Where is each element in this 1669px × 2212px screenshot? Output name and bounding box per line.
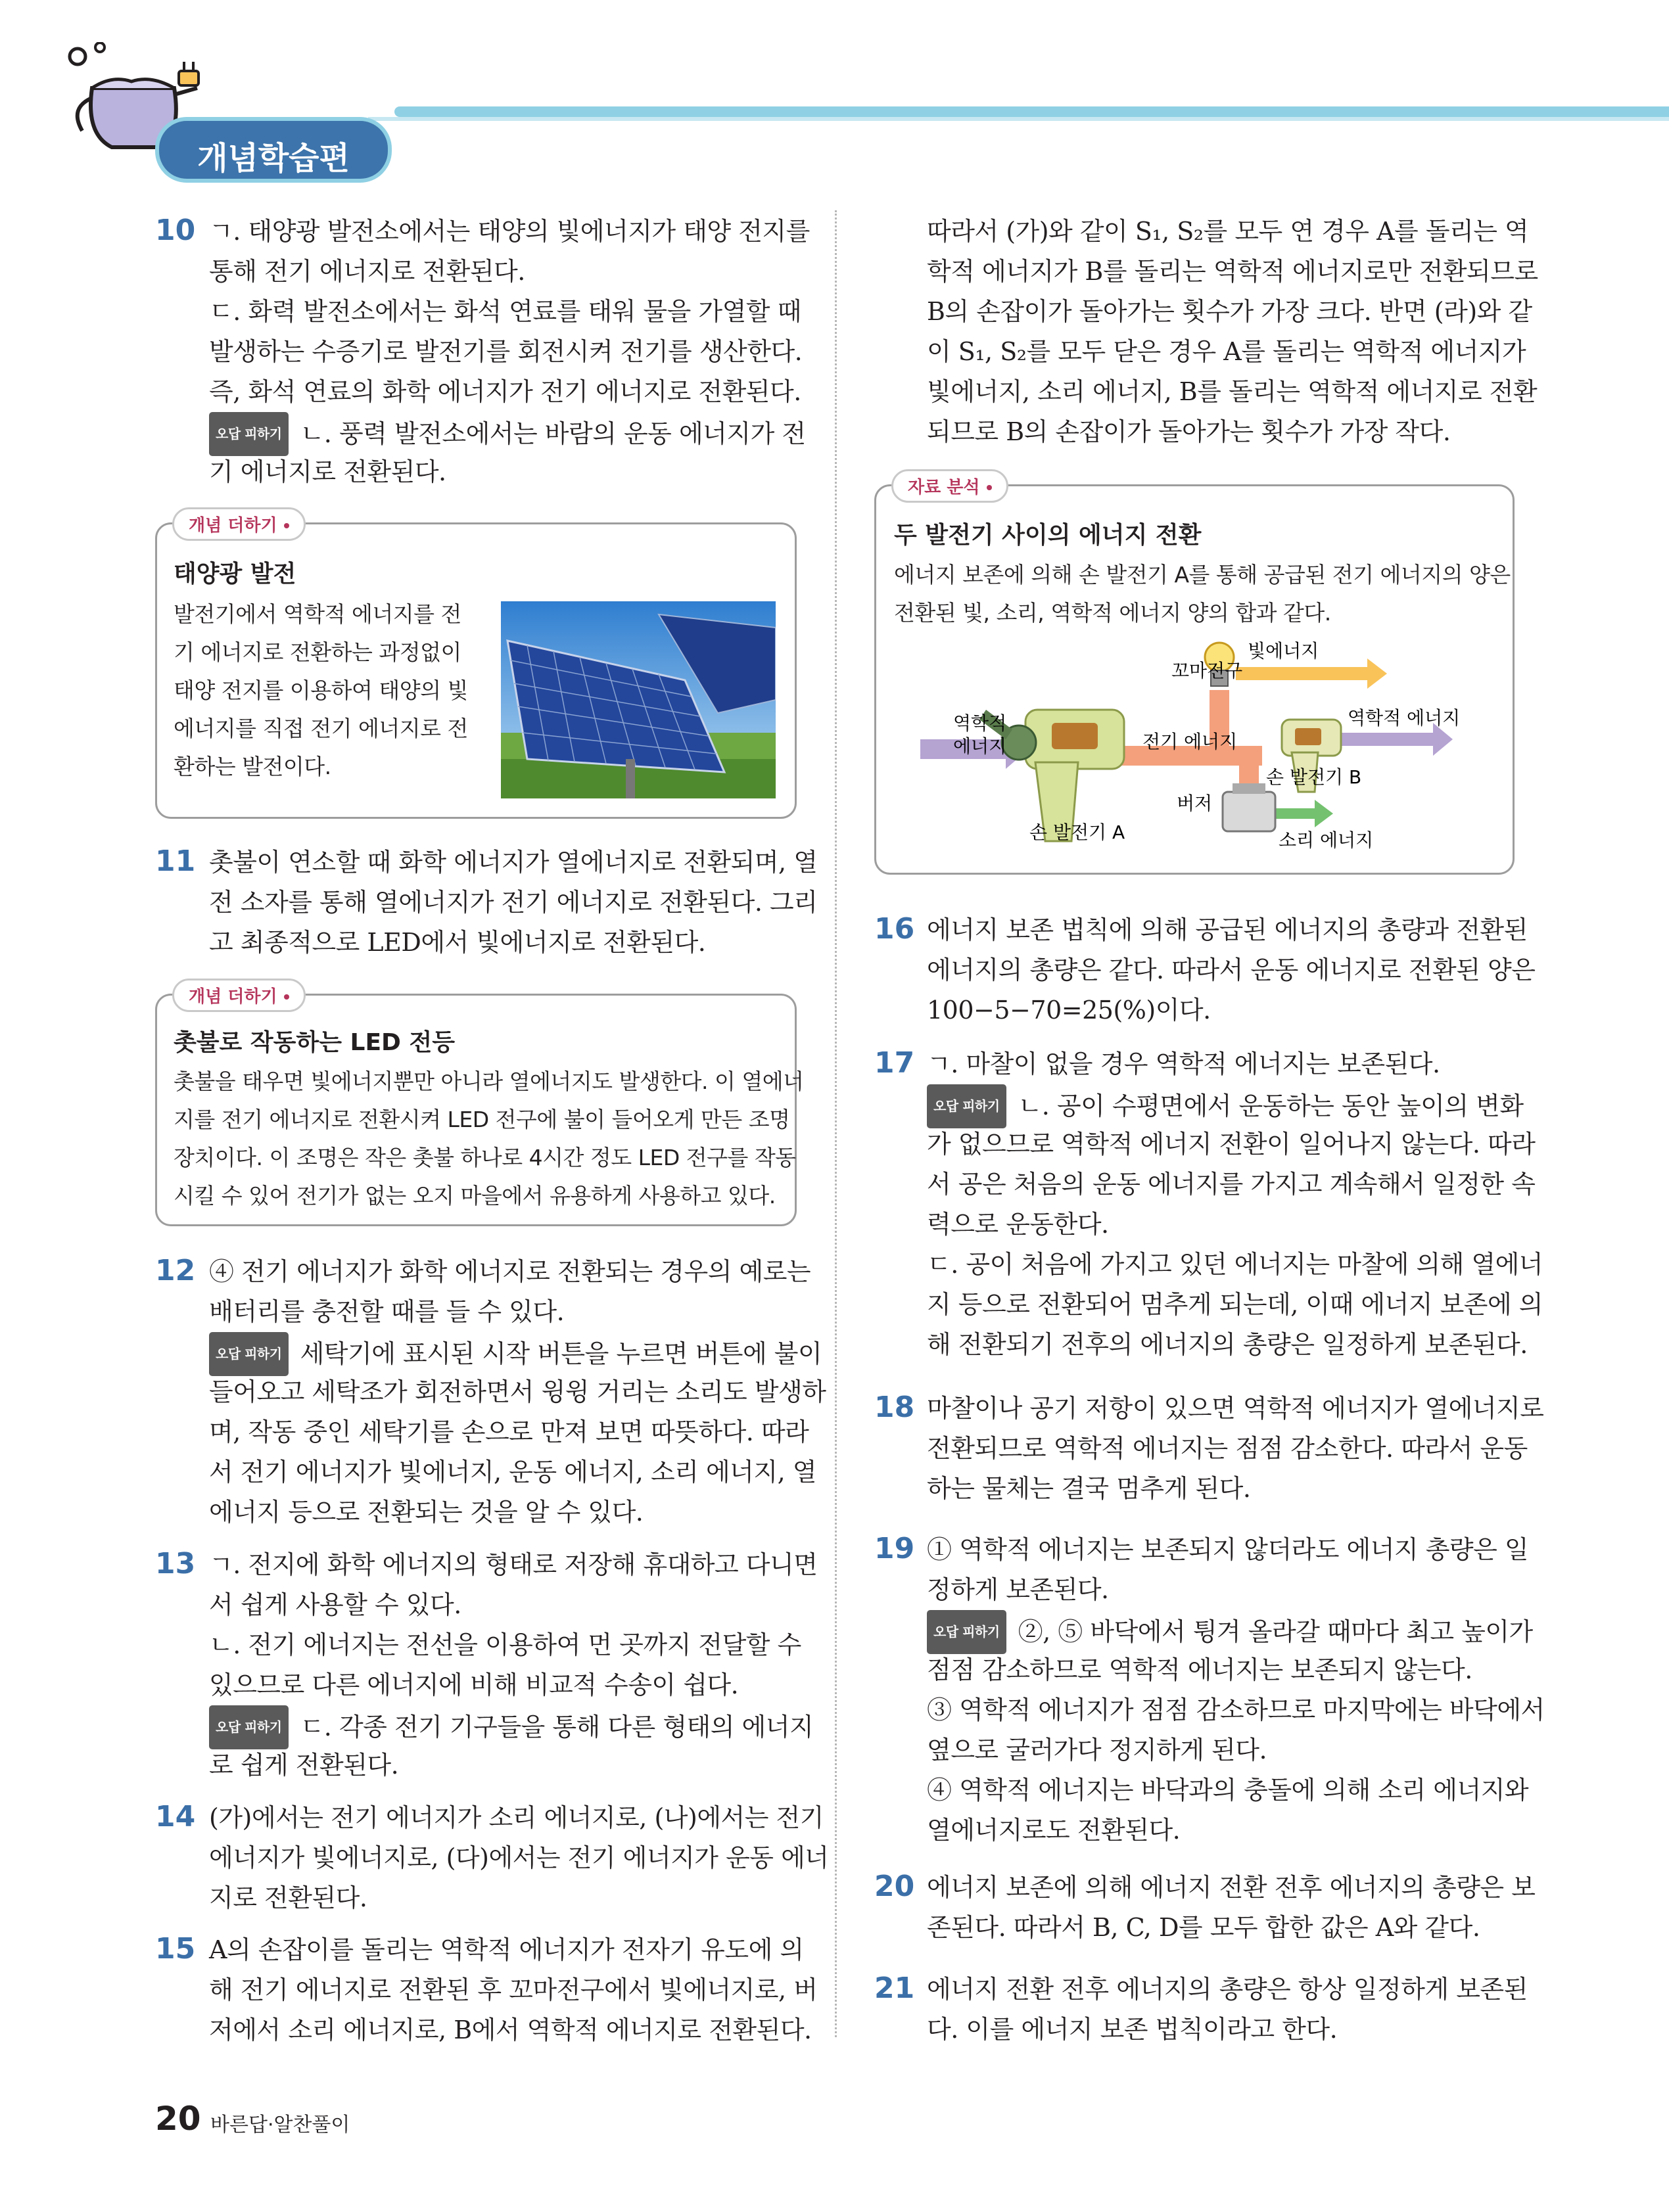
section-tab-label: 개념학습편 xyxy=(197,140,350,177)
answer-line: 에너지 등으로 전환되는 것을 알 수 있다. xyxy=(209,1498,644,1527)
wrong-answer-badge: 오답 피하기 xyxy=(209,412,289,456)
concept-plus-pill: 개념 더하기 xyxy=(172,507,306,541)
box-line: 환하는 발전이다. xyxy=(174,754,331,779)
answer-line: 학적 에너지가 B를 돌리는 역학적 에너지로만 전환되므로 xyxy=(927,257,1538,286)
answer-line: 오답 피하기 ㄴ. 풍력 발전소에서는 바람의 운동 에너지가 전 xyxy=(209,412,806,456)
answer-number: 14 xyxy=(155,1800,196,1833)
answer-line: 점점 감소하므로 역학적 에너지는 보존되지 않는다. xyxy=(927,1655,1472,1684)
answer-number: 20 xyxy=(874,1870,915,1903)
answer-line: 따라서 (가)와 같이 S₁, S₂를 모두 연 경우 A를 돌리는 역 xyxy=(927,217,1529,246)
label-gen-b: 손 발전기 B xyxy=(1266,766,1362,788)
answer-number: 19 xyxy=(874,1532,915,1565)
section-tab xyxy=(155,117,392,183)
answer-line: 서 쉽게 사용할 수 있다. xyxy=(209,1590,461,1619)
answer-line: 빛에너지, 소리 에너지, B를 돌리는 역학적 에너지로 전환 xyxy=(927,377,1538,406)
answer-line: 즉, 화석 연료의 화학 에너지가 전기 에너지로 전환된다. xyxy=(209,377,801,406)
sound-arrow xyxy=(1275,800,1333,827)
light-arrow xyxy=(1236,658,1387,689)
answer-line: 오답 피하기 세탁기에 표시된 시작 버튼을 누르면 버튼에 불이 xyxy=(209,1332,822,1376)
label-light: 빛에너지 xyxy=(1248,640,1319,662)
answer-number: 16 xyxy=(874,912,915,946)
answer-line: ④ 역학적 에너지는 바닥과의 충돌에 의해 소리 에너지와 xyxy=(927,1776,1529,1805)
header-rule-light xyxy=(368,117,1669,121)
answer-line: 오답 피하기 ㄷ. 각종 전기 기구들을 통해 다른 형태의 에너지 xyxy=(209,1705,813,1749)
wrong-answer-badge: 오답 피하기 xyxy=(209,1332,289,1376)
answer-line: 통해 전기 에너지로 전환된다. xyxy=(209,257,525,286)
label-sound: 소리 에너지 xyxy=(1279,829,1374,851)
answer-line: 서 공은 처음의 운동 에너지를 가지고 계속해서 일정한 속 xyxy=(927,1170,1536,1199)
answer-line: 되므로 B의 손잡이가 돌아가는 횟수가 가장 작다. xyxy=(927,417,1451,446)
answer-line: 있으므로 다른 에너지에 비해 비교적 수송이 쉽다. xyxy=(209,1671,739,1699)
box-line: 지를 전기 에너지로 전환시켜 LED 전구에 불이 들어오게 만든 조명 xyxy=(174,1107,790,1132)
box-line: 발전기에서 역학적 에너지를 전 xyxy=(174,601,461,627)
box-line: 기 에너지로 전환하는 과정없이 xyxy=(174,639,461,665)
answer-line: 에너지 보존에 의해 에너지 전환 전후 에너지의 총량은 보 xyxy=(927,1873,1536,1902)
column-divider xyxy=(835,210,837,2037)
box-line: 전환된 빛, 소리, 역학적 에너지 양의 합과 같다. xyxy=(894,600,1331,626)
answer-number: 11 xyxy=(155,844,196,878)
answer-line: 옆으로 굴러가다 정지하게 된다. xyxy=(927,1736,1267,1764)
answer-line: 하는 물체는 결국 멈추게 된다. xyxy=(927,1474,1251,1503)
solar-panel-photo xyxy=(501,601,776,798)
label-mech-in-1: 역학적 xyxy=(953,712,1007,734)
wrong-answer-badge: 오답 피하기 xyxy=(927,1610,1006,1654)
answer-number: 21 xyxy=(874,1971,915,2005)
answer-line: 정하게 보존된다. xyxy=(927,1575,1109,1604)
answer-line: 력으로 운동한다. xyxy=(927,1210,1109,1239)
wrong-answer-badge: 오답 피하기 xyxy=(927,1084,1006,1128)
page-number: 20 xyxy=(155,2100,201,2138)
answer-line: 고 최종적으로 LED에서 빛에너지로 전환된다. xyxy=(209,928,706,957)
header-rule xyxy=(394,106,1669,117)
answer-line: 며, 작동 중인 세탁기를 손으로 만져 보면 따뜻하다. 따라 xyxy=(209,1417,809,1446)
answer-line: 이 S₁, S₂를 모두 닫은 경우 A를 돌리는 역학적 에너지가 xyxy=(927,337,1526,366)
label-elec: 전기 에너지 xyxy=(1142,731,1238,752)
answer-line: 기 에너지로 전환된다. xyxy=(209,457,446,486)
label-bulb: 꼬마전구 xyxy=(1171,660,1243,681)
box-title: 두 발전기 사이의 에너지 전환 xyxy=(894,522,1202,549)
answer-number: 15 xyxy=(155,1932,196,1966)
answer-line: 저에서 소리 에너지로, B에서 역학적 에너지로 전환된다. xyxy=(209,2016,812,2044)
answer-line: 해 전환되기 전후의 에너지의 총량은 일정하게 보존된다. xyxy=(927,1330,1528,1359)
answer-number: 12 xyxy=(155,1254,196,1287)
answer-line: 가 없으므로 역학적 에너지 전환이 일어나지 않는다. 따라 xyxy=(927,1130,1536,1159)
answer-line: A의 손잡이를 돌리는 역학적 에너지가 전자기 유도에 의 xyxy=(209,1935,804,1964)
answer-line: ㄴ. 전기 에너지는 전선을 이용하여 먼 곳까지 전달할 수 xyxy=(209,1630,801,1659)
box-line: 태양 전지를 이용하여 태양의 빛 xyxy=(174,678,468,703)
answer-line: 발생하는 수증기로 발전기를 회전시켜 전기를 생산한다. xyxy=(209,337,803,366)
answer-line: 로 쉽게 전환된다. xyxy=(209,1751,399,1780)
answer-line: 오답 피하기 ②, ⑤ 바닥에서 튕겨 올라갈 때마다 최고 높이가 xyxy=(927,1610,1533,1654)
answer-number: 17 xyxy=(874,1046,915,1080)
answer-line: 에너지가 빛에너지로, (다)에서는 전기 에너지가 운동 에너 xyxy=(209,1843,829,1872)
box-line: 촛불을 태우면 빛에너지뿐만 아니라 열에너지도 발생한다. 이 열에너 xyxy=(174,1069,804,1094)
label-mech-in-2: 에너지 xyxy=(953,735,1007,757)
answer-line: 열에너지로도 전환된다. xyxy=(927,1816,1181,1845)
answer-line: (가)에서는 전기 에너지가 소리 에너지로, (나)에서는 전기 xyxy=(209,1803,824,1832)
label-buzzer: 버저 xyxy=(1177,793,1213,814)
answer-number: 18 xyxy=(874,1391,915,1424)
energy-conversion-diagram xyxy=(907,631,1486,854)
box-title: 촛불로 작동하는 LED 전등 xyxy=(174,1029,455,1056)
label-gen-a: 손 발전기 A xyxy=(1029,821,1125,843)
answer-line: ④ 전기 에너지가 화학 에너지로 전환되는 경우의 예로는 xyxy=(209,1257,811,1286)
answer-line: B의 손잡이가 돌아가는 횟수가 가장 크다. 반면 (라)와 같 xyxy=(927,297,1532,326)
answer-line: 전환되므로 역학적 에너지는 점점 감소한다. 따라서 운동 xyxy=(927,1434,1528,1463)
wrong-answer-badge: 오답 피하기 xyxy=(209,1705,289,1749)
label-mech-out: 역학적 에너지 xyxy=(1348,707,1461,729)
answer-line: 들어오고 세탁조가 회전하면서 윙윙 거리는 소리도 발생하 xyxy=(209,1377,826,1406)
answer-line: 배터리를 충전할 때를 들 수 있다. xyxy=(209,1297,565,1326)
answer-line: ㄷ. 화력 발전소에서는 화석 연료를 태워 물을 가열할 때 xyxy=(209,297,801,326)
concept-plus-pill: 개념 더하기 xyxy=(172,979,306,1012)
answer-line: 지 등으로 전환되어 멈추게 되는데, 이때 에너지 보존에 의 xyxy=(927,1290,1543,1319)
answer-line: ㄷ. 공이 처음에 가지고 있던 에너지는 마찰에 의해 열에너 xyxy=(927,1250,1543,1279)
answer-line: ㄱ. 태양광 발전소에서는 태양의 빛에너지가 태양 전지를 xyxy=(209,217,810,246)
footer-title: 바른답·알찬풀이 xyxy=(210,2113,350,2136)
box-line: 시킬 수 있어 전기가 없는 오지 마을에서 유용하게 사용하고 있다. xyxy=(174,1183,776,1209)
answer-line: 존된다. 따라서 B, C, D를 모두 합한 값은 A와 같다. xyxy=(927,1913,1480,1942)
box-line: 에너지 보존에 의해 손 발전기 A를 통해 공급된 전기 에너지의 양은 xyxy=(894,562,1511,588)
box-line: 장치이다. 이 조명은 작은 촛불 하나로 4시간 정도 LED 전구를 작동 xyxy=(174,1145,796,1170)
answer-line: 전 소자를 통해 열에너지가 전기 에너지로 전환된다. 그리 xyxy=(209,888,818,917)
box-title: 태양광 발전 xyxy=(174,561,296,588)
answer-line: 에너지 보존 법칙에 의해 공급된 에너지의 총량과 전환된 xyxy=(927,915,1528,944)
answer-line: ③ 역학적 에너지가 점점 감소하므로 마지막에는 바닥에서 xyxy=(927,1695,1545,1724)
answer-line: 다. 이를 에너지 보존 법칙이라고 한다. xyxy=(927,2015,1338,2044)
answer-line: 서 전기 에너지가 빛에너지, 운동 에너지, 소리 에너지, 열 xyxy=(209,1458,816,1486)
answer-number: 10 xyxy=(155,214,196,247)
answer-line: 에너지 전환 전후 에너지의 총량은 항상 일정하게 보존된 xyxy=(927,1975,1528,2004)
answer-line: ㄱ. 마찰이 없을 경우 역학적 에너지는 보존된다. xyxy=(927,1049,1440,1078)
box-line: 에너지를 직접 전기 에너지로 전 xyxy=(174,716,468,741)
data-analysis-pill: 자료 분석 xyxy=(891,469,1008,503)
answer-line: 해 전기 에너지로 전환된 후 꼬마전구에서 빛에너지로, 버 xyxy=(209,1975,818,2004)
answer-line: 100−5−70=25(%)이다. xyxy=(927,996,1211,1025)
answer-line: 에너지의 총량은 같다. 따라서 운동 에너지로 전환된 양은 xyxy=(927,956,1536,984)
answer-line: 촛불이 연소할 때 화학 에너지가 열에너지로 전환되며, 열 xyxy=(209,848,818,877)
buzzer xyxy=(1223,783,1275,831)
answer-line: 마찰이나 공기 저항이 있으면 역학적 에너지가 열에너지로 xyxy=(927,1394,1544,1423)
answer-line: ㄱ. 전지에 화학 에너지의 형태로 저장해 휴대하고 다니면 xyxy=(209,1550,818,1579)
answer-line: 오답 피하기 ㄴ. 공이 수평면에서 운동하는 동안 높이의 변화 xyxy=(927,1084,1524,1128)
answer-line: 지로 전환된다. xyxy=(209,1883,367,1912)
answer-line: ① 역학적 에너지는 보존되지 않더라도 에너지 총량은 일 xyxy=(927,1535,1529,1564)
answer-number: 13 xyxy=(155,1547,196,1580)
